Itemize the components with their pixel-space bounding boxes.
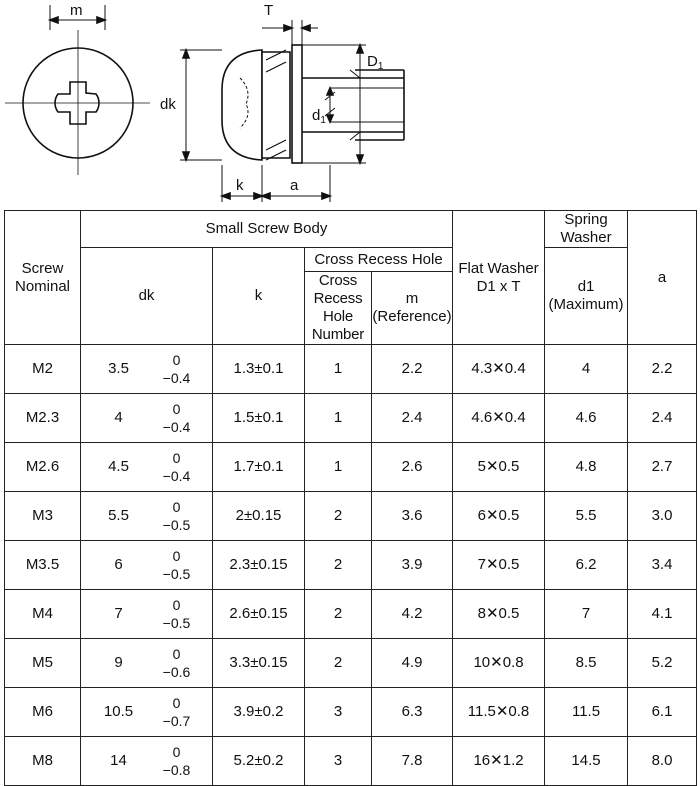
- cell-k: 1.7±0.1: [213, 443, 305, 492]
- dk-tolerance-lower: −0.6: [162, 664, 191, 680]
- cell-k: 5.2±0.2: [213, 737, 305, 786]
- cell-dk-tolerance: [149, 498, 205, 534]
- cell-m: 2.4: [372, 394, 453, 443]
- cell-nominal: M2.3: [5, 394, 81, 443]
- dk-tolerance-lower: −0.4: [162, 468, 191, 484]
- label-m: m: [70, 2, 83, 19]
- cell-d1: 4.6: [545, 394, 628, 443]
- table-row: [5, 345, 697, 394]
- spec-table-body: [5, 345, 697, 786]
- dk-tolerance-upper: 0: [172, 352, 181, 368]
- cell-d1: 14.5: [545, 737, 628, 786]
- cell-dk-value: 6: [114, 556, 123, 573]
- cell-hole-number: 1: [305, 345, 372, 394]
- cell-m: 2.2: [372, 345, 453, 394]
- label-D1: $D_1$: [367, 53, 384, 72]
- cell-dk-tolerance: [149, 743, 205, 779]
- cell-nominal: M6: [5, 688, 81, 737]
- header-cross-recess-hole: Cross Recess Hole: [305, 248, 453, 272]
- table-row: [5, 541, 697, 590]
- cell-dk-value: 3.5: [108, 360, 129, 377]
- cell-hole-number: 1: [305, 443, 372, 492]
- label-d1: $d_1$: [312, 107, 326, 126]
- dk-tolerance-upper: 0: [172, 646, 181, 662]
- header-screw-nominal: Screw Nominal: [5, 211, 81, 345]
- cell-hole-number: 2: [305, 541, 372, 590]
- header-k: k: [213, 248, 305, 345]
- label-k: k: [236, 177, 244, 194]
- dk-tolerance-lower: −0.8: [162, 762, 191, 778]
- cell-dk: [81, 443, 213, 492]
- label-dk: dk: [160, 96, 176, 113]
- cell-flat-washer: 11.5✕0.8: [453, 688, 545, 737]
- cell-a: 8.0: [628, 737, 697, 786]
- cell-dk-value: 4: [114, 409, 123, 426]
- cell-k: 1.3±0.1: [213, 345, 305, 394]
- cell-flat-washer: 10✕0.8: [453, 639, 545, 688]
- cell-dk-value: 5.5: [108, 507, 129, 524]
- header-cross-recess-hole-number: Cross Recess Hole Number: [305, 272, 372, 345]
- cell-nominal: M3: [5, 492, 81, 541]
- dk-tolerance-lower: −0.4: [162, 419, 191, 435]
- cell-m: 3.6: [372, 492, 453, 541]
- cell-hole-number: 2: [305, 590, 372, 639]
- cell-dk: [81, 639, 213, 688]
- cell-a: 2.2: [628, 345, 697, 394]
- cell-flat-washer: 5✕0.5: [453, 443, 545, 492]
- cell-k: 2.3±0.15: [213, 541, 305, 590]
- screw-spec-table: [4, 210, 697, 786]
- screw-head-side-view: [222, 50, 262, 160]
- header-dk: dk: [81, 248, 213, 345]
- table-row: [5, 492, 697, 541]
- dk-tolerance-lower: −0.5: [162, 615, 191, 631]
- cell-d1: 7: [545, 590, 628, 639]
- cell-m: 2.6: [372, 443, 453, 492]
- dk-tolerance-upper: 0: [172, 744, 181, 760]
- cell-flat-washer: 6✕0.5: [453, 492, 545, 541]
- cell-k: 3.3±0.15: [213, 639, 305, 688]
- table-row: [5, 639, 697, 688]
- cell-dk: [81, 394, 213, 443]
- header-m-reference: m (Reference): [372, 272, 453, 345]
- header-a: a: [628, 211, 697, 345]
- dk-tolerance-upper: 0: [172, 450, 181, 466]
- cell-dk-tolerance: [149, 449, 205, 485]
- cell-dk-value: 14: [110, 752, 127, 769]
- cell-k: 3.9±0.2: [213, 688, 305, 737]
- label-a: a: [290, 177, 299, 194]
- cell-dk-tolerance: [149, 351, 205, 387]
- cell-hole-number: 1: [305, 394, 372, 443]
- cell-hole-number: 3: [305, 688, 372, 737]
- cell-m: 4.9: [372, 639, 453, 688]
- dk-tolerance-upper: 0: [172, 695, 181, 711]
- table-row: [5, 688, 697, 737]
- dk-tolerance-upper: 0: [172, 548, 181, 564]
- cell-a: 2.4: [628, 394, 697, 443]
- dk-tolerance-upper: 0: [172, 597, 181, 613]
- cell-dk-tolerance: [149, 645, 205, 681]
- cell-dk-value: 9: [114, 654, 123, 671]
- cell-dk: [81, 492, 213, 541]
- cell-d1: 4.8: [545, 443, 628, 492]
- cell-dk: [81, 345, 213, 394]
- cell-k: 2.6±0.15: [213, 590, 305, 639]
- cell-a: 6.1: [628, 688, 697, 737]
- dk-tolerance-lower: −0.4: [162, 370, 191, 386]
- cell-dk-tolerance: [149, 694, 205, 730]
- table-row: [5, 443, 697, 492]
- cell-dk: [81, 688, 213, 737]
- cell-flat-washer: 4.3✕0.4: [453, 345, 545, 394]
- header-spring-washer: Spring Washer: [545, 211, 628, 248]
- dk-tolerance-lower: −0.5: [162, 517, 191, 533]
- cell-dk-tolerance: [149, 547, 205, 583]
- cell-flat-washer: 4.6✕0.4: [453, 394, 545, 443]
- cell-dk-tolerance: [149, 596, 205, 632]
- table-row: [5, 737, 697, 786]
- cell-nominal: M5: [5, 639, 81, 688]
- cell-a: 3.4: [628, 541, 697, 590]
- cell-m: 4.2: [372, 590, 453, 639]
- dk-tolerance-upper: 0: [172, 499, 181, 515]
- cell-d1: 6.2: [545, 541, 628, 590]
- cell-a: 2.7: [628, 443, 697, 492]
- drawing-svg: [0, 0, 700, 208]
- cell-dk-tolerance: [149, 400, 205, 436]
- cell-flat-washer: 8✕0.5: [453, 590, 545, 639]
- cell-d1: 5.5: [545, 492, 628, 541]
- cell-dk: [81, 541, 213, 590]
- cell-hole-number: 2: [305, 639, 372, 688]
- cell-a: 4.1: [628, 590, 697, 639]
- cell-dk: [81, 590, 213, 639]
- header-flat-washer: Flat Washer D1 x T: [453, 211, 545, 345]
- cell-nominal: M2.6: [5, 443, 81, 492]
- dk-tolerance-lower: −0.5: [162, 566, 191, 582]
- cell-nominal: M2: [5, 345, 81, 394]
- cell-d1: 11.5: [545, 688, 628, 737]
- cell-dk-value: 10.5: [103, 703, 134, 720]
- cell-nominal: M3.5: [5, 541, 81, 590]
- header-d1: d1 (Maximum): [545, 248, 628, 345]
- cell-k: 2±0.15: [213, 492, 305, 541]
- cell-k: 1.5±0.1: [213, 394, 305, 443]
- dk-tolerance-lower: −0.7: [162, 713, 191, 729]
- cell-a: 5.2: [628, 639, 697, 688]
- cell-m: 3.9: [372, 541, 453, 590]
- label-T: T: [264, 2, 274, 19]
- table-row: [5, 590, 697, 639]
- flat-washer-side: [292, 45, 302, 163]
- cell-m: 7.8: [372, 737, 453, 786]
- cell-dk-value: 7: [114, 605, 123, 622]
- cell-nominal: M8: [5, 737, 81, 786]
- cell-hole-number: 2: [305, 492, 372, 541]
- cell-m: 6.3: [372, 688, 453, 737]
- screw-technical-drawing: [0, 0, 700, 208]
- cell-nominal: M4: [5, 590, 81, 639]
- cell-flat-washer: 7✕0.5: [453, 541, 545, 590]
- dk-tolerance-upper: 0: [172, 401, 181, 417]
- cell-hole-number: 3: [305, 737, 372, 786]
- cell-d1: 4: [545, 345, 628, 394]
- header-small-screw-body: Small Screw Body: [81, 211, 453, 248]
- cell-flat-washer: 16✕1.2: [453, 737, 545, 786]
- cell-dk-value: 4.5: [108, 458, 129, 475]
- cell-a: 3.0: [628, 492, 697, 541]
- table-row: [5, 394, 697, 443]
- cell-d1: 8.5: [545, 639, 628, 688]
- cell-dk: [81, 737, 213, 786]
